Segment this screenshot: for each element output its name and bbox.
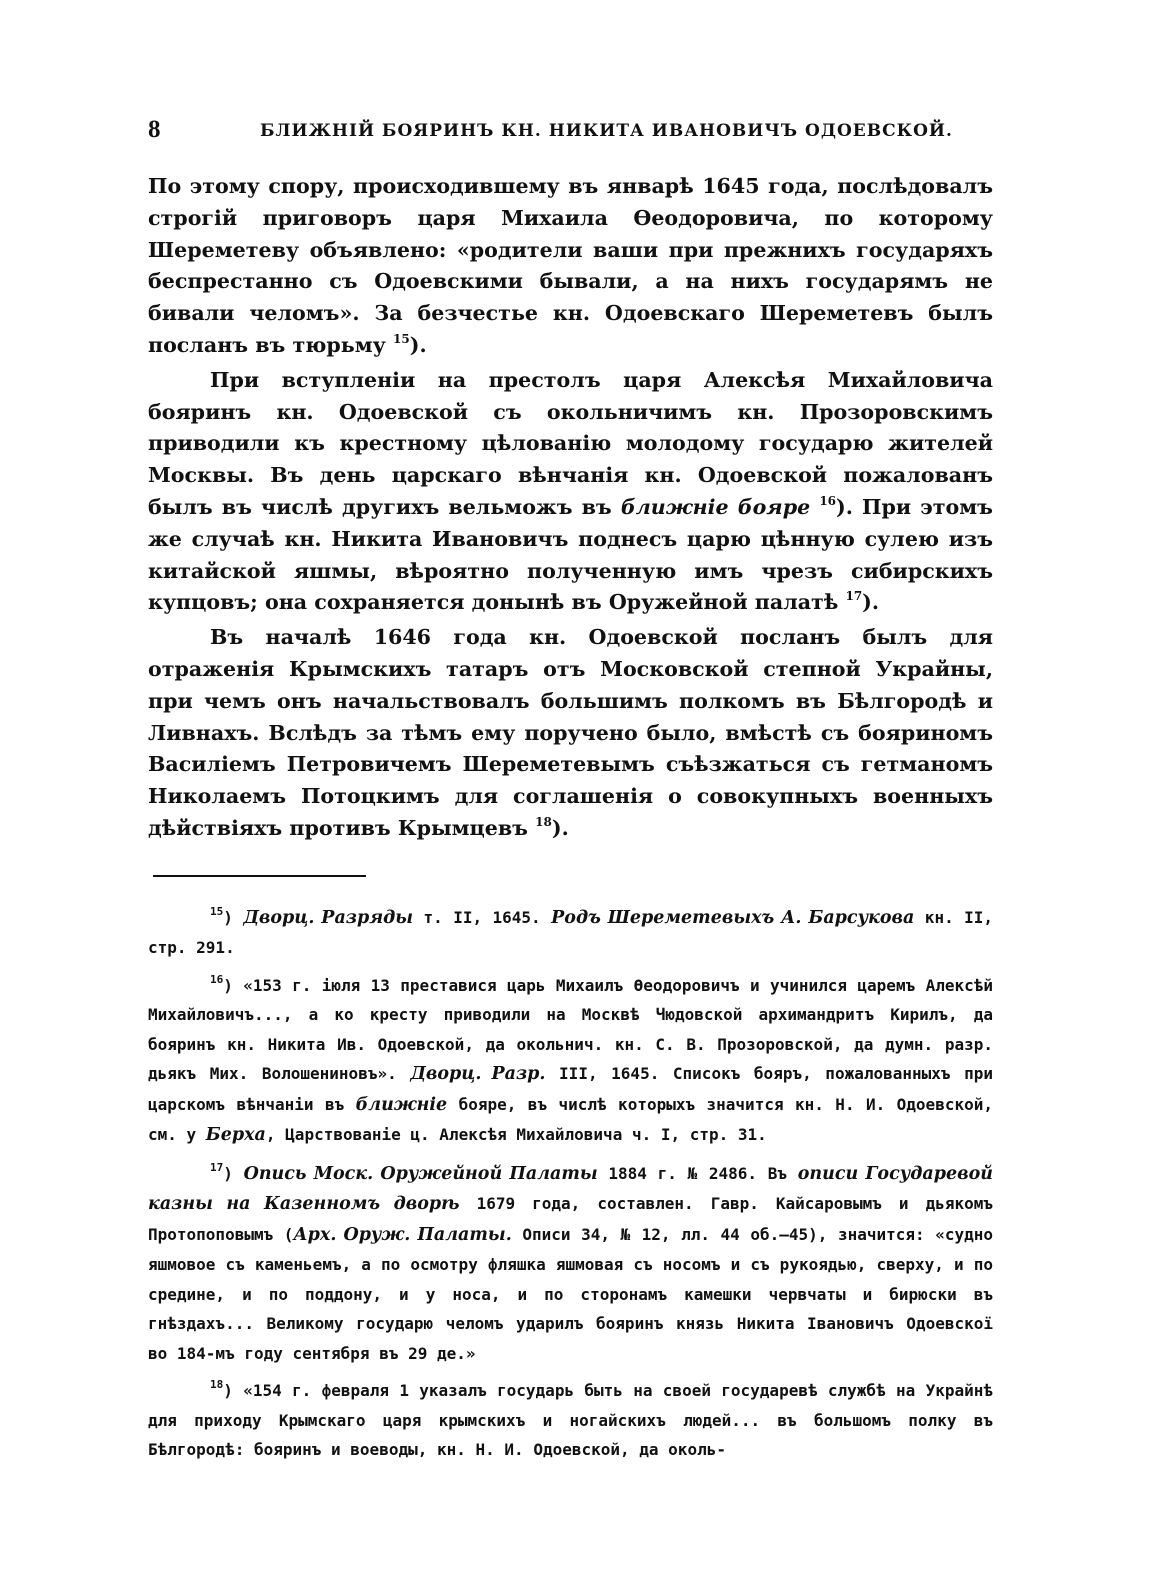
footnote-number: 17 bbox=[210, 1160, 224, 1174]
footnote-ref-18[interactable]: 18 bbox=[535, 814, 552, 829]
footnote-number: 15 bbox=[210, 904, 224, 918]
paragraph-3: Въ началѣ 1646 года кн. Одоевской посланъ былъ для отраженія Крымскихъ татаръ отъ Московской степной Украйны, при чемъ онъ начальствовалъ большимъ полкомъ въ Бѣлгородѣ и Ливнахъ. Вслѣдъ за тѣмъ ему поручено было, вмѣстѣ съ бояриномъ Василіемъ Петровичемъ Шереметевымъ съѣзжаться съ гетманомъ Николаемъ Потоцкимъ для соглашенія о совокупныхъ военныхъ дѣйствіяхъ противъ Крымцевъ $^{18}$). bbox=[148, 625, 993, 840]
footnotes bbox=[148, 903, 993, 1465]
paragraph-1: По этому спору, происходившему въ январѣ 1645 года, послѣдовалъ строгій приговоръ царя Михаила Ѳеодоровича, по которому Шереметеву объявлено: «родители ваши при прежнихъ государяхъ беспрестанно съ Одоевскими бывали, а на нихъ государямъ не бивали челомъ». За безчестье кн. Одоевскаго Шереметевъ былъ посланъ въ тюрьму $^{15}$). bbox=[148, 174, 993, 357]
running-head: БЛИЖНІЙ БОЯРИНЪ КН. НИКИТА ИВАНОВИЧЪ ОДОЕВСКОЙ. bbox=[260, 121, 953, 141]
footnote-16: $^{16}$) «153 г. іюля 13 преставися царь Михаилъ Ѳеодоровичъ и учинился царемъ Алексѣй Михайловичъ..., а ко кресту приводили на Москвѣ Чюдовской архимандритъ Кирилъ, да бояринъ кн. Никита Ив. Одоевской, да окольнич. кн. С. В. Прозоровской, да думн. разр. дьякъ Мих. Волошениновъ». Дворц. Разр. III, 1645. Списокъ бояръ, пожалованныхъ при царскомъ вѣнчаніи въ ближніе бояре, въ числѣ которыхъ значится кн. Н. И. Одоевской, см. у Берха, Царствованіе ц. Алексѣя Михайловича ч. I, стр. 31. bbox=[148, 972, 994, 1146]
footnote-divider bbox=[153, 875, 366, 877]
emphasis: ближніе бояре bbox=[620, 494, 811, 519]
page-number: 8 bbox=[148, 116, 161, 143]
footnote-18: $^{18}$) «154 г. февраля 1 указалъ государь быть на своей государевѣ службѣ на Украйнѣ для приходу Крымскаго царя крымскихъ и ногайскихъ людей... въ большомъ полку въ Бѣлгородѣ: бояринъ и воеводы, кн. Н. И. Одоевской, да околь- bbox=[148, 1378, 994, 1460]
page-header bbox=[148, 108, 993, 148]
footnote-17: $^{17}$) Опись Моск. Оружейной Палаты 1884 г. № 2486. Въ описи Государевой казны на Казенномъ дворѣ 1679 года, составлен. Гавр. Кайсаровымъ и дьякомъ Протопоповымъ (Арх. Оруж. Палаты. Описи 34, № 12, лл. 44 об.—45), значится: «судно яшмовое съ каменьемъ, а по осмотру фляшка яшмовая съ носомъ и съ рукоядью, сверху, и по средине, и по поддону, и у носа, и по сторонамъ камешки червчаты и бирюски въ гнѣздахъ... Великому государю челомъ ударилъ бояринъ князь Никита Івановичъ Одоевскої во 184-мъ году сентября въ 29 де.» bbox=[148, 1160, 993, 1363]
footnote-ref-16[interactable]: 16 bbox=[819, 493, 837, 508]
footnote-ref-17[interactable]: 17 bbox=[845, 589, 863, 604]
paragraph-2: При вступленіи на престолъ царя Алексѣя Михайловича бояринъ кн. Одоевской съ окольничимъ кн. Прозоровскимъ приводили къ крестному цѣлованію молодому государю жителей Москвы. Въ день царскаго вѣнчанія кн. Одоевской пожалованъ былъ въ числѣ другихъ вельможъ въ ближніе бояре $^{16}$). При этомъ же случаѣ кн. Никита Ивановичъ поднесъ царю цѣнную сулею изъ китайской яшмы, вѣроятно полученную имъ чрезъ сибирскихъ купцовъ; она сохраняется донынѣ въ Оружейной палатѣ $^{17}$). bbox=[148, 367, 993, 615]
footnote-number: 18 bbox=[210, 1378, 224, 1392]
footnote-ref-15[interactable]: 15 bbox=[393, 331, 410, 346]
main-text bbox=[148, 171, 993, 845]
footnote-15: $^{15}$) Дворц. Разряды т. II, 1645. Родъ Шереметевыхъ А. Барсукова кн. II, стр. 291. bbox=[148, 904, 994, 958]
book-page bbox=[148, 108, 993, 1473]
footnote-number: 16 bbox=[210, 972, 224, 986]
